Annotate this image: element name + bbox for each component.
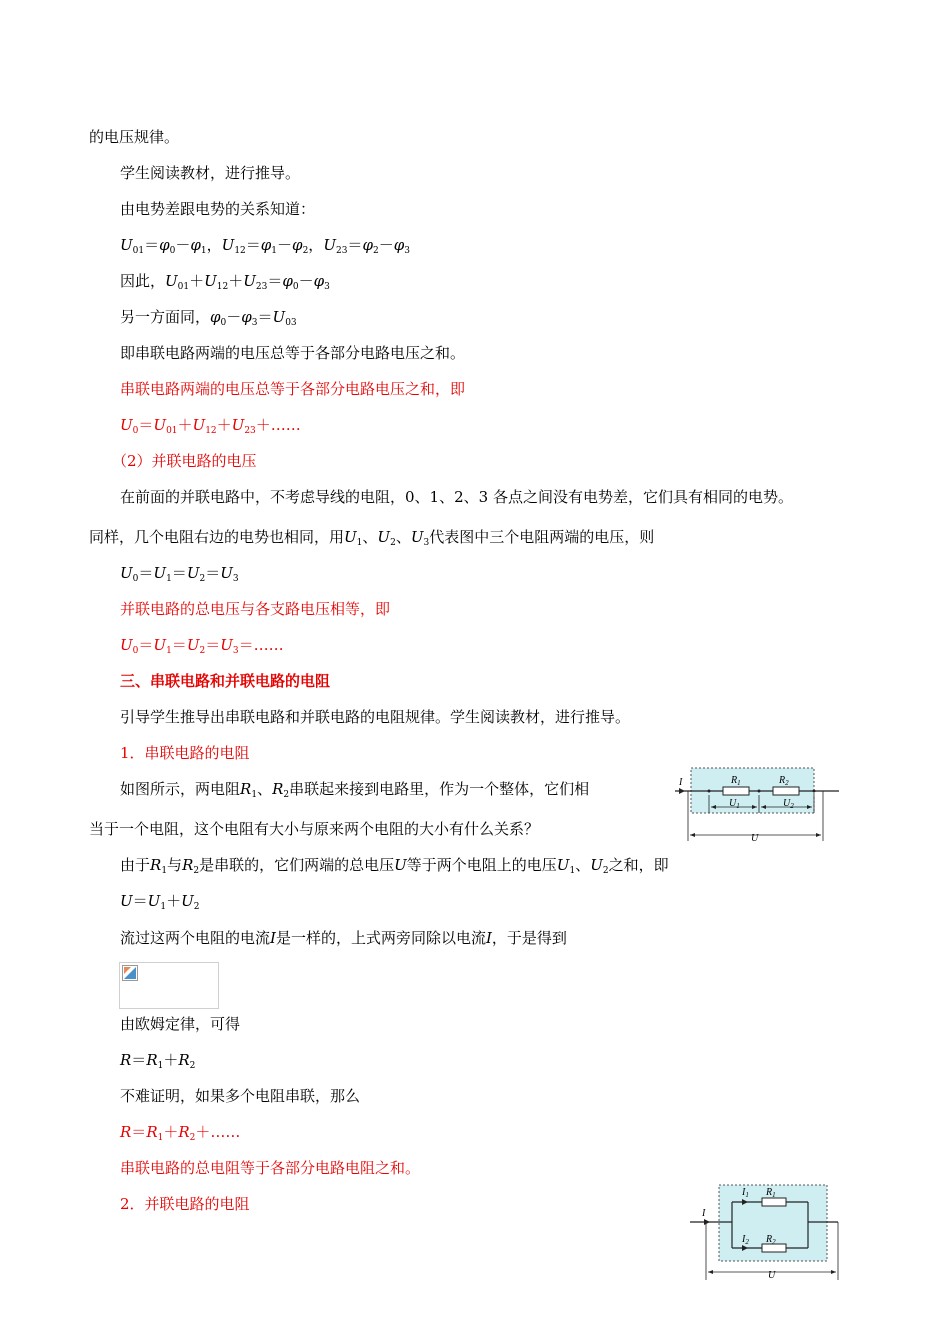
svg-text:U: U [751, 833, 759, 844]
text-line: 在前面的并联电路中，不考虑导线的电阻，0、1、2、3 各点之间没有电势差，它们具有相同的电势。 [120, 488, 793, 506]
formula-sum: 因此，$U_{01}+U_{12}+U_{23}=\varphi_0-\varphi_3$ [120, 272, 330, 292]
text-line: 学生阅读教材，进行推导。 [120, 164, 301, 182]
broken-image-placeholder [119, 962, 219, 1009]
svg-text:I1: $I_1$ [742, 1187, 749, 1199]
subheading: 1．串联电路的电阻 [120, 744, 250, 762]
svg-text:U1: $U_1$ [729, 798, 740, 810]
broken-image-icon [122, 965, 138, 981]
svg-text:I: I [702, 1208, 706, 1219]
svg-text:U: U [768, 1270, 776, 1281]
formula-r-sum: $R=R_1+R_2$ [120, 1051, 196, 1071]
svg-text:I2: $I_2$ [742, 1234, 749, 1246]
section-heading: 三、串联电路和并联电路的电阻 [120, 672, 331, 690]
formula-potential-differences: $U_{01}=\varphi_0-\varphi_1$，$U_{12}=\varphi_1-\varphi_2$，$U_{23}=\varphi_2-\varphi_3$ [120, 236, 410, 256]
text-line: 当于一个电阻，这个电阻有大小与原来两个电阻的大小有什么关系？ [89, 820, 540, 838]
formula-u-sum: $U=U_1+U_2$ [120, 892, 200, 912]
formula-r-sum-general: $R=R_1+R_2+\dots\dots$ [120, 1123, 241, 1143]
text-line: 同样，几个电阻右边的电势也相同，用$U_1$、$U_2$、$U_3$代表图中三个电阻两端的电压，则 [89, 528, 655, 548]
svg-text:R1: $R_1$ [731, 775, 741, 787]
highlight-line: 并联电路的总电压与各支路电压相等，即 [120, 600, 391, 618]
svg-text:R2: $R_2$ [766, 1234, 776, 1246]
text-line: 由欧姆定律，可得 [120, 1015, 241, 1033]
parallel-circuit-figure [688, 1182, 840, 1282]
svg-text:R1: $R_1$ [766, 1187, 776, 1199]
formula-other-side: 另一方面同，$\varphi_0-\varphi_3=U_{03}$ [120, 308, 297, 328]
formula-parallel-voltage-general: $U_0=U_1=U_2=U_3=\dots\dots$ [120, 636, 284, 656]
text-line: 引导学生推导出串联电路和并联电路的电阻规律。学生阅读教材，进行推导。 [120, 708, 631, 726]
subheading: （2）并联电路的电压 [112, 452, 257, 470]
svg-text:I: I [679, 777, 683, 788]
text-line: 流过这两个电阻的电流I是一样的，上式两旁同除以电流I，于是得到 [120, 929, 567, 947]
text-line: 如图所示，两电阻$R_1$、$R_2$串联起来接到电路里，作为一个整体，它们相 [120, 780, 590, 800]
formula-parallel-voltage: $U_0=U_1=U_2=U_3$ [120, 564, 239, 584]
highlight-line: 串联电路的总电阻等于各部分电路电阻之和。 [120, 1159, 421, 1177]
text-line: 由电势差跟电势的关系知道： [120, 200, 316, 218]
svg-text:U2: $U_2$ [783, 798, 794, 810]
highlight-line: 串联电路两端的电压总等于各部分电路电压之和，即 [120, 380, 466, 398]
text-line: 即串联电路两端的电压总等于各部分电路电压之和。 [120, 344, 466, 362]
series-circuit-figure [655, 765, 845, 845]
subheading: 2．并联电路的电阻 [120, 1195, 250, 1213]
svg-text:R2: $R_2$ [779, 775, 789, 787]
text-line: 由于$R_1$与$R_2$是串联的，它们两端的总电压U等于两个电阻上的电压$U_1$、$U_2$之和，即 [120, 856, 669, 876]
formula-series-voltage: $U_0=U_{01}+U_{12}+U_{23}+\dots\dots$ [120, 416, 301, 436]
text-line: 的电压规律。 [89, 128, 180, 146]
text-line: 不难证明，如果多个电阻串联，那么 [120, 1087, 361, 1105]
